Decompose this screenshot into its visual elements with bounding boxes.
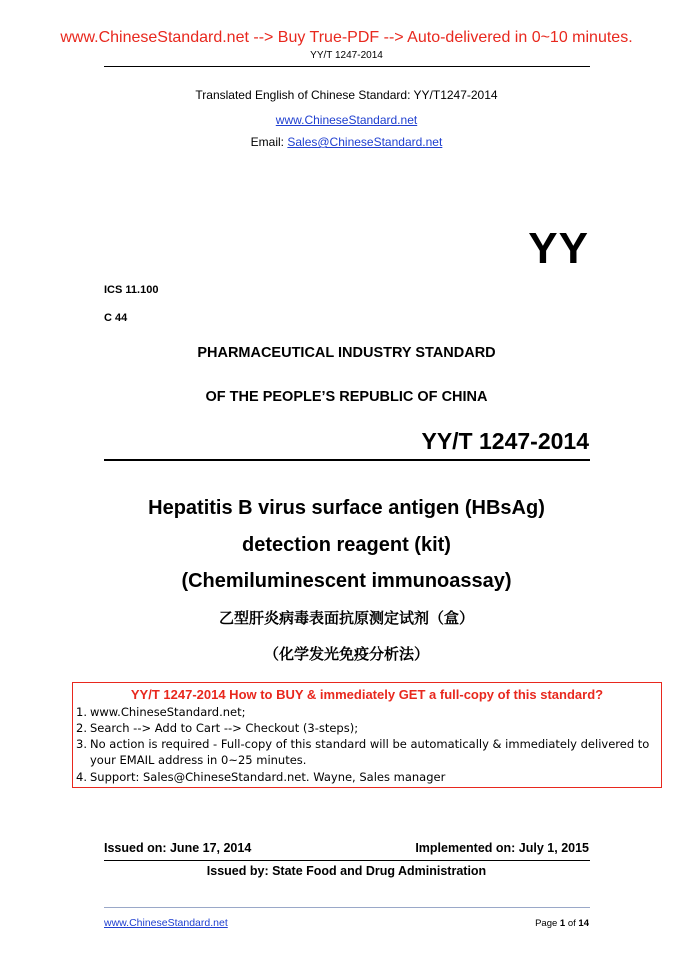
purchase-step xyxy=(76,737,649,752)
page-current: 1 xyxy=(559,918,566,929)
translation-note: Translated English of Chinese Standard: YY/T1247-2014 xyxy=(195,88,498,102)
purchase-info-box xyxy=(72,682,662,788)
industry-heading-line2: OF THE PEOPLE’S REPUBLIC OF CHINA xyxy=(205,389,488,405)
standard-mark: YY xyxy=(528,224,589,273)
purchase-step xyxy=(76,721,358,736)
title-line3: (Chemiluminescent immunoassay) xyxy=(181,570,512,592)
step-text: your EMAIL address in 0~25 minutes. xyxy=(90,753,307,767)
standard-divider xyxy=(104,459,590,461)
step-number: 1. xyxy=(76,705,87,719)
chinese-title-line2: （化学发光免疫分析法） xyxy=(263,645,429,663)
step-number: 3. xyxy=(76,737,87,751)
page-total: 14 xyxy=(578,918,589,929)
standard-number: YY/T 1247-2014 xyxy=(421,428,589,454)
email-line xyxy=(0,135,693,149)
email-link[interactable]: Sales@ChineseStandard.net xyxy=(287,135,443,149)
step-text: Support: Sales@ChineseStandard.net. Wayne, Sales manager xyxy=(90,770,446,784)
purchase-step xyxy=(76,705,245,720)
page-indicator xyxy=(535,918,589,929)
step-text: No action is required - Full-copy of this standard will be automatically & immediately delivered to xyxy=(90,737,650,751)
promo-banner[interactable]: www.ChineseStandard.net --> Buy True-PDF --> Auto-delivered in 0~10 minutes. xyxy=(60,29,633,46)
email-label: Email: xyxy=(250,135,288,149)
chinese-title-line1: 乙型肝炎病毒表面抗原测定试剂（盒） xyxy=(218,609,474,627)
step-number: 2. xyxy=(76,721,87,735)
title-line2: detection reagent (kit) xyxy=(242,534,451,556)
issued-by: Issued by: State Food and Drug Administration xyxy=(206,864,487,878)
page-of: of xyxy=(565,918,579,929)
implemented-on: Implemented on: July 1, 2015 xyxy=(415,841,589,855)
industry-heading-line1: PHARMACEUTICAL INDUSTRY STANDARD xyxy=(197,345,496,361)
purchase-step xyxy=(76,770,445,785)
step-text: www.ChineseStandard.net; xyxy=(90,705,246,719)
footer-site-link[interactable]: www.ChineseStandard.net xyxy=(104,917,228,929)
running-header-code: YY/T 1247-2014 xyxy=(310,50,383,61)
page-label: Page xyxy=(535,918,560,929)
site-link-row xyxy=(0,111,693,129)
site-link[interactable]: www.ChineseStandard.net xyxy=(275,113,418,127)
title-line1: Hepatitis B virus surface antigen (HBsAg) xyxy=(148,497,545,519)
issued-on: Issued on: June 17, 2014 xyxy=(104,841,252,855)
footer-divider xyxy=(104,907,590,908)
issue-divider xyxy=(104,860,590,861)
purchase-step-continuation xyxy=(90,753,306,768)
ics-code: ICS 11.100 xyxy=(104,284,159,296)
purchase-heading: YY/T 1247-2014 How to BUY & immediately GET a full-copy of this standard? xyxy=(130,687,604,702)
header-divider xyxy=(104,66,590,67)
step-text: Search --> Add to Cart --> Checkout (3-steps); xyxy=(90,721,359,735)
step-number: 4. xyxy=(76,770,87,784)
ccs-code: C 44 xyxy=(104,312,128,324)
